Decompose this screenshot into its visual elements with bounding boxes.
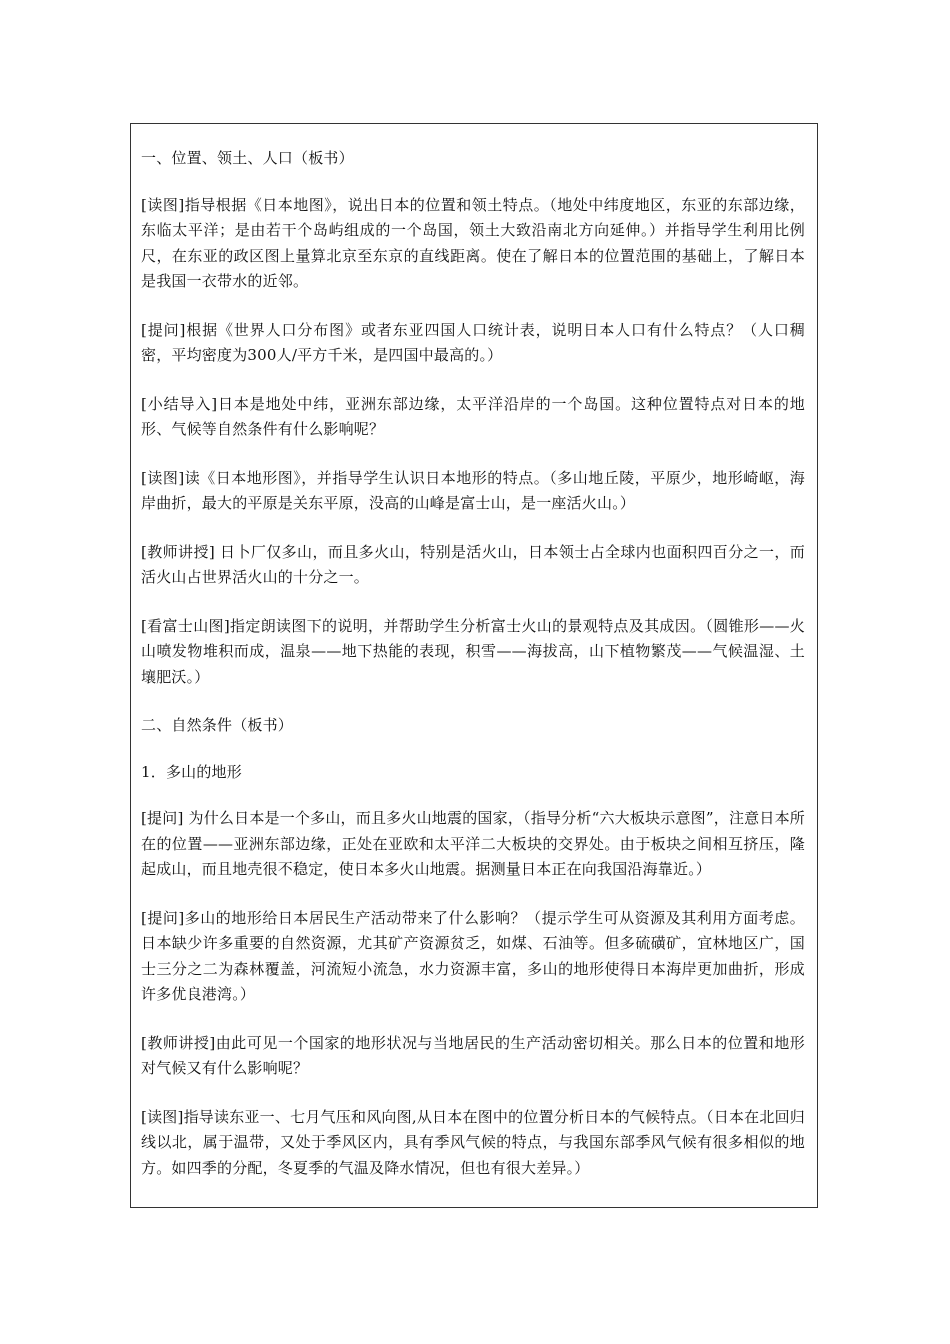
paragraph-question-resources: [提问]多山的地形给日本居民生产活动带来了什么影响？（提示学生可从资源及其利用方面考虑。日本缺少许多重要的自然资源，尤其矿产资源贫乏，如煤、石油等。但多硫磺矿，宜林地区广，国士三分之二为森林覆盖，河流短小流急，水力资源丰富，多山的地形使得日本海岸更加曲折，形成许多优良港湾。） — [141, 908, 805, 1003]
paragraph-read-climate-map: [读图]指导读东亚一、七月气压和风向图,从日本在图中的位置分析日本的气候特点。（日本在北回归线以北，属于温带，又处于季风区内，具有季风气候的特点，与我国东部季风气候有很多相似的地方。如四季的分配，冬夏季的气温及降水情况，但也有很大差异。） — [141, 1107, 805, 1177]
paragraph-read-terrain-map: [读图]读《日本地形图》，并指导学生认识日本地形的特点。（多山地丘陵，平原少，地形崎岖，海岸曲折，最大的平原是关东平原，没高的山峰是富士山，是一座活火山。） — [141, 468, 805, 512]
lesson-plan-frame — [130, 123, 818, 1208]
paragraph-summary-intro: [小结导入]日本是地处中纬，亚洲东部边缘，太平洋沿岸的一个岛国。这种位置特点对日本的地形、气候等自然条件有什么影响呢？ — [141, 394, 805, 438]
subheading-mountainous-terrain: 1．多山的地形 — [141, 762, 242, 781]
paragraph-read-map-location: [读图]指导根据《日本地图》，说出日本的位置和领土特点。（地处中纬度地区，东亚的东部边缘，东临太平洋；是由若干个岛屿组成的一个岛国，领土大致沿南北方向延伸。）并指导学生利用比例尺，在东亚的政区图上量算北京至东京的直线距离。使在了解日本的位置范围的基础上，了解日本是我国一衣带水的近邻。 — [141, 195, 805, 290]
paragraph-teacher-volcano: [教师讲授] 日卜厂仅多山，而且多火山，特别是活火山，日本领士占全球内也面积四百分之一，而活火山占世界活火山的十分之一。 — [141, 542, 805, 586]
paragraph-question-plates: [提问] 为什么日本是一个多山，而且多火山地震的国家，（指导分析“六大板块示意图”，注意日本所在的位置——亚洲东部边缘，正处在亚欧和太平洋二大板块的交界处。由于板块之间相互挤压，隆起成山，而且地壳很不稳定，使日本多火山地震。据测量日本正在向我国沿海靠近。） — [141, 809, 805, 878]
paragraph-question-population: [提问]根据《世界人口分布图》或者东亚四国人口统计表，说明日本人口有什么特点？（人口稠密，平均密度为300人/平方千米，是四国中最高的。） — [141, 320, 805, 364]
paragraph-teacher-climate-link: [教师讲授]由此可见一个国家的地形状况与当地居民的生产活动密切相关。那么日本的位置和地形对气候又有什么影响呢？ — [141, 1033, 805, 1077]
paragraph-fuji-analysis: [看富士山图]指定朗读图下的说明，并帮助学生分析富士火山的景观特点及其成因。（圆锥形——火山喷发物堆积而成，温泉——地下热能的表现，积雪——海拔高，山下植物繁茂——气候温湿、土壤肥沃。） — [141, 616, 805, 686]
section-heading-location: 一、位置、领土、人口（板书） — [141, 149, 354, 167]
lesson-plan-content — [141, 146, 805, 1204]
section-heading-natural-conditions: 二、自然条件（板书） — [141, 716, 294, 734]
